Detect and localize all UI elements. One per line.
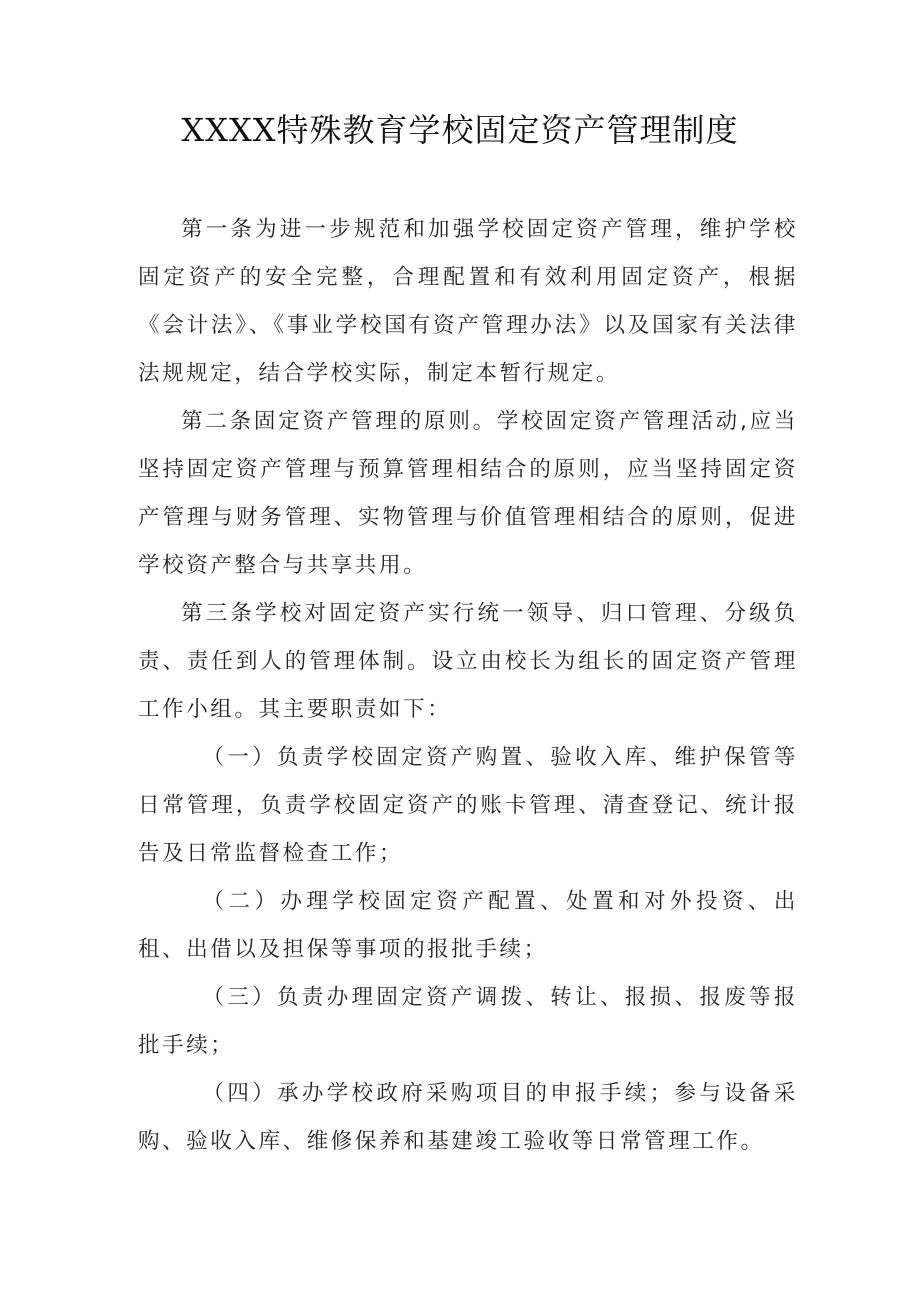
article-3-paragraph: 第三条学校对固定资产实行统一领导、归口管理、分级负责、责任到人的管理体制。设立由校长为组长的固定资产管理工作小组。其主要职责如下：	[138, 601, 798, 722]
article-2-paragraph: 第二条固定资产管理的原则。学校固定资产管理活动,应当坚持固定资产管理与预算管理相结合的原则，应当坚持固定资产管理与财务管理、实物管理与价值管理相结合的原则，促进学校资产整合与共享共用。	[138, 409, 798, 578]
duty-item-2: （二）办理学校固定资产配置、处置和对外投资、出租、出借以及担保等事项的报批手续；	[138, 889, 798, 962]
duty-item-4: （四）承办学校政府采购项目的申报手续；参与设备采购、验收入库、维修保养和基建竣工验收等日常管理工作。	[138, 1081, 798, 1154]
duty-item-3: （三）负责办理固定资产调拨、转让、报损、报废等报批手续；	[138, 985, 798, 1058]
duty-item-1: （一）负责学校固定资产购置、验收入库、维护保管等日常管理，负责学校固定资产的账卡管理、清查登记、统计报告及日常监督检查工作；	[138, 745, 798, 866]
document-title: XXXX特殊教育学校固定资产管理制度	[181, 111, 739, 149]
article-1-paragraph: 第一条为进一步规范和加强学校固定资产管理，维护学校固定资产的安全完整，合理配置和有效利用固定资产，根据《会计法》、《事业学校国有资产管理办法》以及国家有关法律法规规定，结合学校实际，制定本暂行规定。	[138, 217, 798, 386]
document-body	[138, 206, 798, 1166]
